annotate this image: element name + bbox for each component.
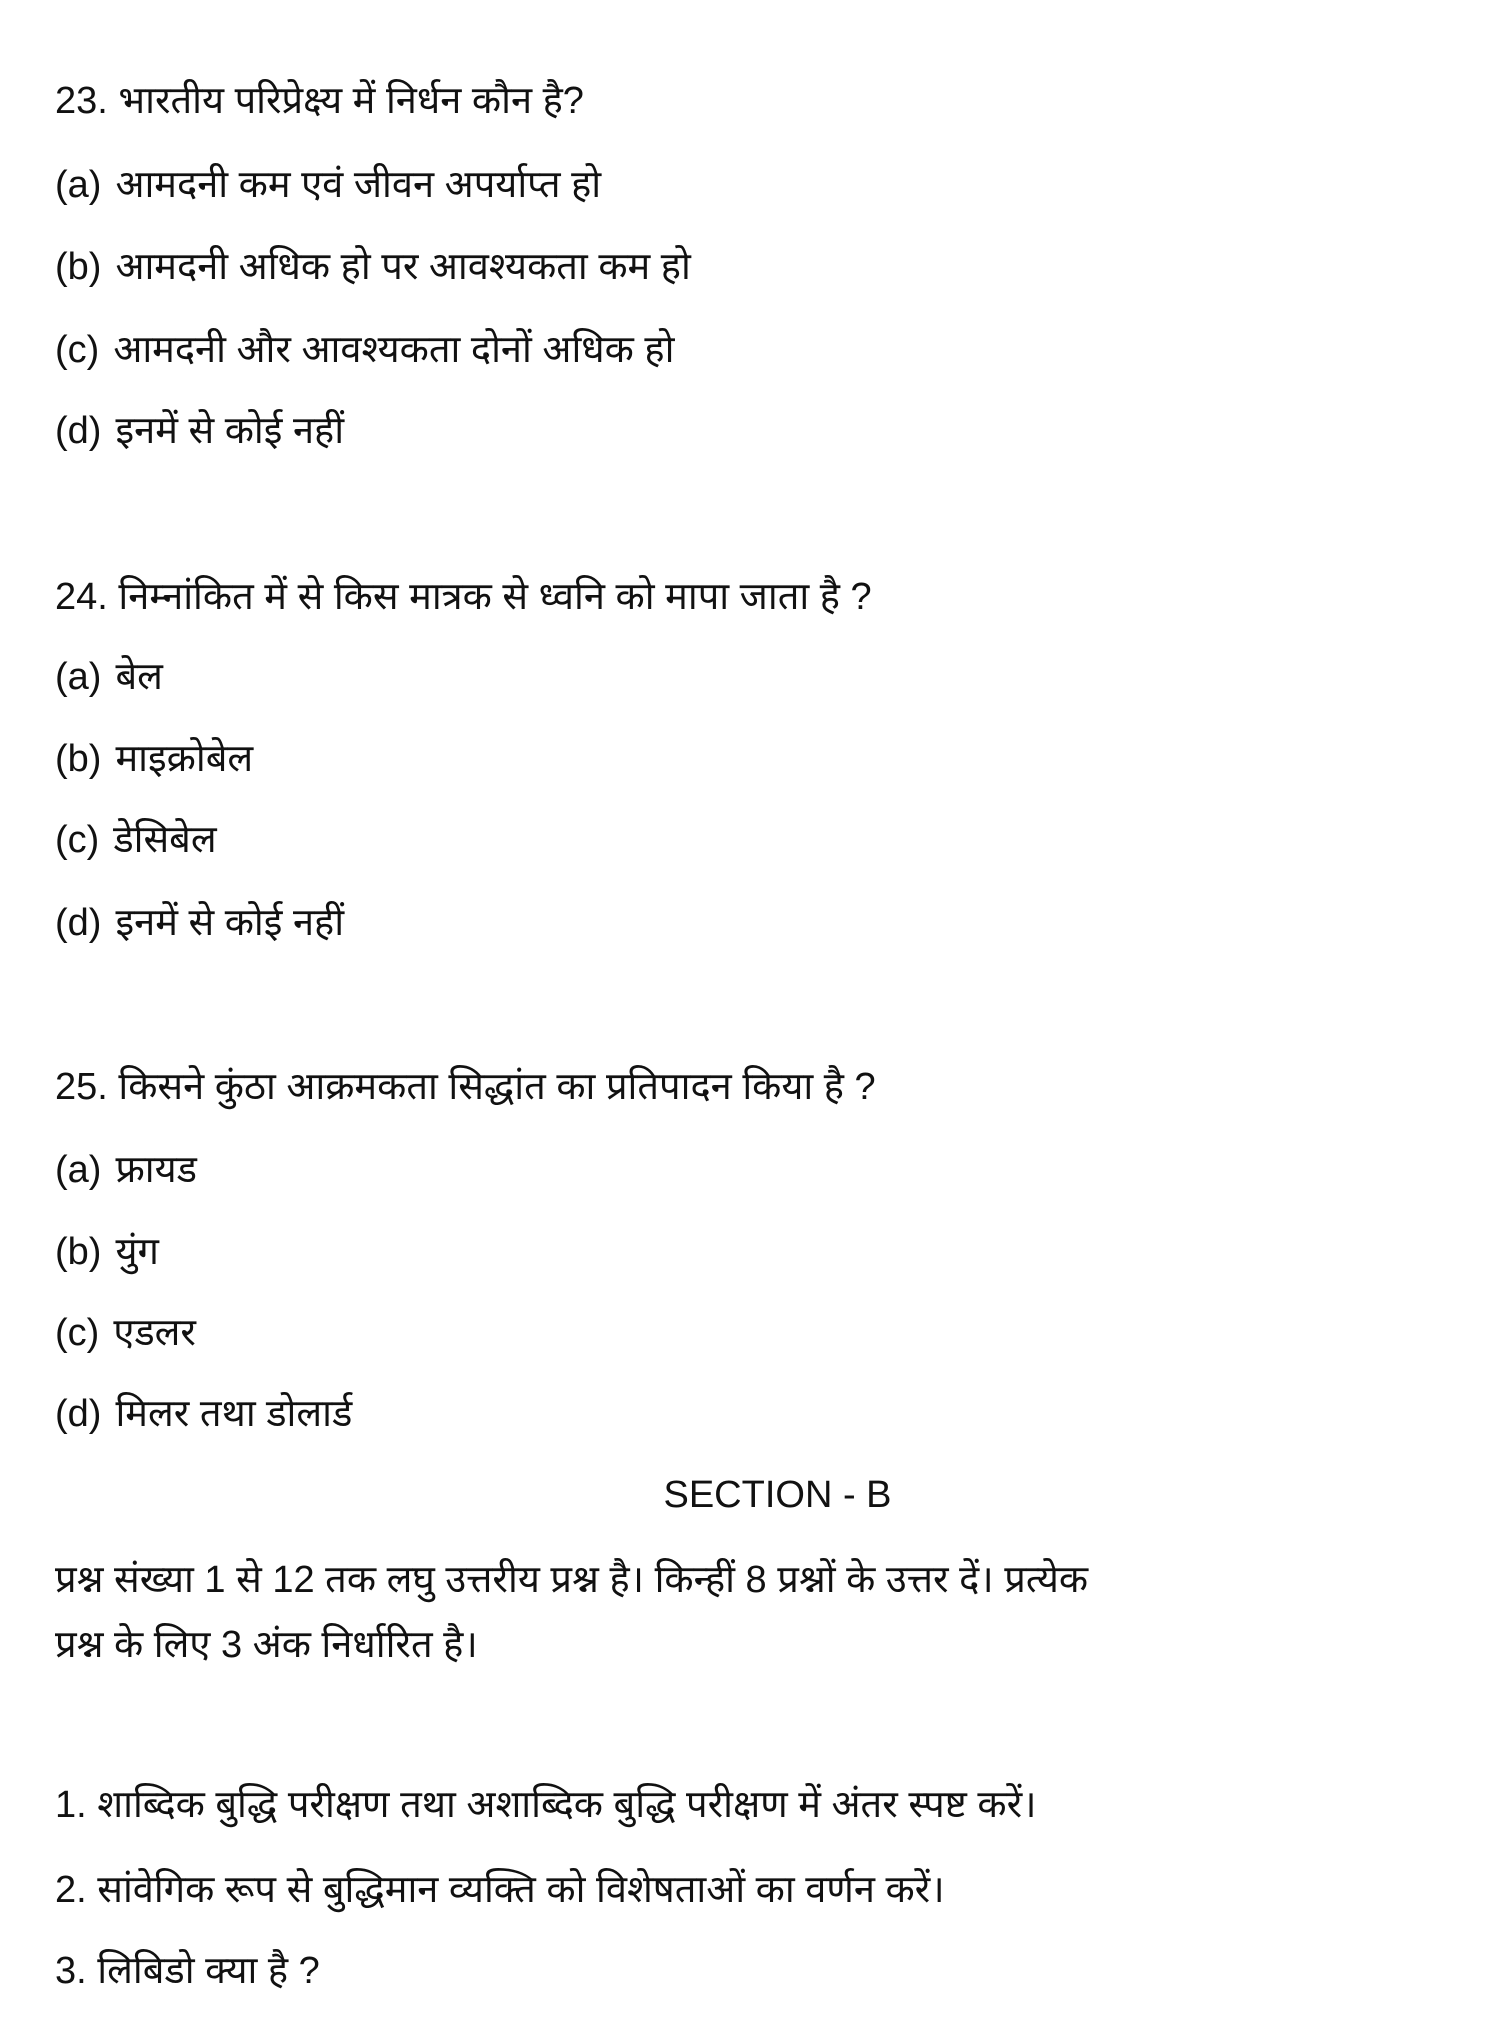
option-label: (c)	[55, 819, 100, 861]
option-label: (a)	[55, 164, 102, 206]
option-label: (c)	[55, 1312, 100, 1354]
question-25	[55, 1061, 876, 1113]
question-number: 3.	[55, 1950, 87, 1992]
question-text: शाब्दिक बुद्धि परीक्षण तथा अशाब्दिक बुद्धि परीक्षण में अंतर स्पष्ट करें।	[97, 1784, 1037, 1826]
question-number: 23.	[55, 80, 108, 122]
option-text: इनमें से कोई नहीं	[115, 410, 345, 452]
section-instructions: प्रश्न के लिए 3 अंक निर्धारित है।	[55, 1624, 478, 1666]
option-text: फ्रायड	[115, 1149, 197, 1191]
option-a	[55, 159, 601, 211]
option-d	[55, 405, 344, 457]
option-label: (a)	[55, 656, 102, 698]
option-text: डेसिबेल	[113, 819, 217, 861]
option-c	[55, 324, 674, 376]
question-number: 24.	[55, 576, 108, 618]
question-text: किसने कुंठा आक्रमकता सिद्धांत का प्रतिपादन किया है ?	[118, 1066, 876, 1108]
option-text: एडलर	[113, 1312, 196, 1354]
option-label: (b)	[55, 246, 102, 288]
option-label: (b)	[55, 738, 102, 780]
option-label: (a)	[55, 1149, 102, 1191]
option-b	[55, 733, 253, 785]
short-question-1	[55, 1779, 1037, 1831]
option-text: आमदनी और आवश्यकता दोनों अधिक हो	[113, 329, 675, 371]
question-text: निम्नांकित में से किस मात्रक से ध्वनि को मापा जाता है ?	[118, 576, 872, 618]
question-text: लिबिडो क्या है ?	[97, 1950, 320, 1992]
question-text: भारतीय परिप्रेक्ष्य में निर्धन कौन है?	[118, 80, 584, 122]
option-a	[55, 651, 163, 703]
option-text: आमदनी अधिक हो पर आवश्यकता कम हो	[115, 246, 691, 288]
option-text: माइक्रोबेल	[115, 738, 254, 780]
option-label: (b)	[55, 1231, 102, 1273]
question-number: 1.	[55, 1784, 87, 1826]
option-text: आमदनी कम एवं जीवन अपर्याप्त हो	[115, 164, 602, 206]
question-text: सांवेगिक रूप से बुद्धिमान व्यक्ति को विशेषताओं का वर्णन करें।	[97, 1869, 945, 1911]
option-label: (c)	[55, 329, 100, 371]
question-number: 2.	[55, 1869, 87, 1911]
option-label: (d)	[55, 410, 102, 452]
option-b	[55, 1226, 159, 1278]
option-d	[55, 897, 344, 949]
short-question-3	[55, 1945, 320, 1997]
option-d	[55, 1388, 352, 1440]
section-instructions: प्रश्न संख्या 1 से 12 तक लघु उत्तरीय प्रश्न है। किन्हीं 8 प्रश्नों के उत्तर दें। प्रत्येक	[55, 1559, 1089, 1601]
short-question-2	[55, 1864, 945, 1916]
question-24	[55, 571, 872, 623]
option-a	[55, 1144, 197, 1196]
option-text: बेल	[115, 656, 163, 698]
question-23	[55, 75, 584, 127]
option-text: इनमें से कोई नहीं	[115, 902, 345, 944]
question-number: 25.	[55, 1066, 108, 1108]
option-label: (d)	[55, 1393, 102, 1435]
option-b	[55, 241, 691, 293]
option-text: मिलर तथा डोलार्ड	[115, 1393, 353, 1435]
section-heading: SECTION - B	[663, 1474, 892, 1516]
option-c	[55, 1307, 196, 1359]
option-text: युंग	[115, 1231, 159, 1273]
option-c	[55, 814, 217, 866]
option-label: (d)	[55, 902, 102, 944]
